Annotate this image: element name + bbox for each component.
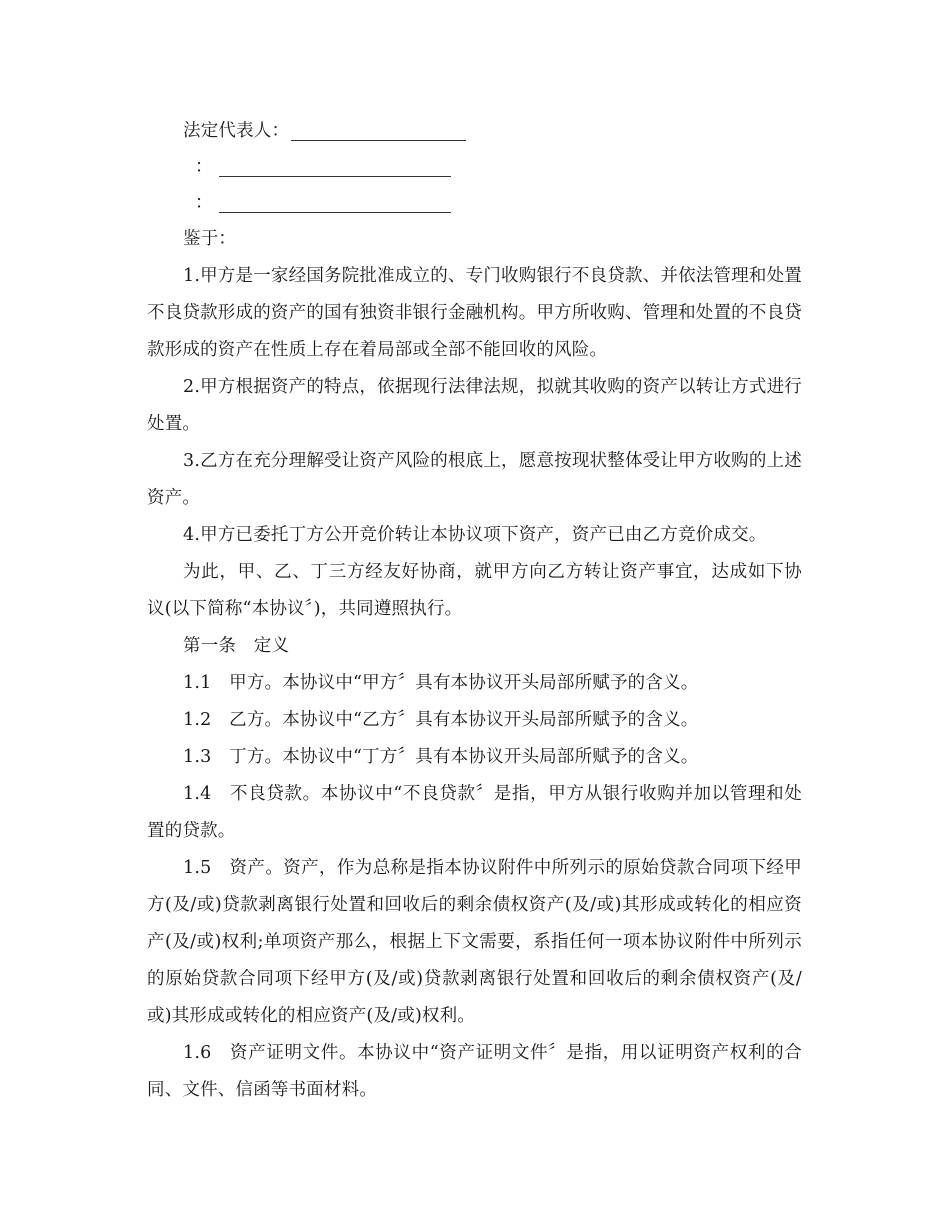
legal-representative-row xyxy=(147,113,802,149)
legal-representative-label: 法定代表人： xyxy=(183,121,290,141)
field-row-3 xyxy=(147,185,802,221)
document-body xyxy=(147,113,802,1109)
field-3-label: ： xyxy=(195,193,213,213)
definition-1-4: 1.4 不良贷款。本协议中“不良贷款〞是指，甲方从银行收购并加以管理和处置的贷款。 xyxy=(147,784,802,841)
field-3-blank[interactable] xyxy=(219,194,451,213)
whereas-conclusion: 为此，甲、乙、丁三方经友好协商，就甲方向乙方转让资产事宜，达成如下协议(以下简称“本协议〞)，共同遵照执行。 xyxy=(147,562,802,619)
definition-1-3: 1.3 丁方。本协议中“丁方〞具有本协议开头局部所赋予的含义。 xyxy=(183,747,699,767)
definition-1-1: 1.1 甲方。本协议中“甲方〞具有本协议开头局部所赋予的含义。 xyxy=(183,673,699,693)
field-2-blank[interactable] xyxy=(219,158,451,177)
article-1-heading: 第一条 定义 xyxy=(183,636,290,656)
whereas-item-3: 3.乙方在充分理解受让资产风险的根底上，愿意按现状整体受让甲方收购的上述资产。 xyxy=(147,451,802,508)
whereas-item-2: 2.甲方根据资产的特点，依据现行法律法规，拟就其收购的资产以转让方式进行处置。 xyxy=(147,377,802,434)
whereas-item-1: 1.甲方是一家经国务院批准成立的、专门收购银行不良贷款、并依法管理和处置不良贷款形成的资产的国有独资非银行金融机构。甲方所收购、管理和处置的不良贷款形成的资产在性质上存在着局部或全部不能回收的风险。 xyxy=(147,266,802,360)
definition-1-2: 1.2 乙方。本协议中“乙方〞具有本协议开头局部所赋予的含义。 xyxy=(183,710,699,730)
field-row-2 xyxy=(147,149,802,185)
definition-1-6: 1.6 资产证明文件。本协议中“资产证明文件〞是指，用以证明资产权利的合同、文件、信函等书面材料。 xyxy=(147,1043,802,1100)
whereas-heading: 鉴于： xyxy=(183,229,237,249)
legal-representative-blank[interactable] xyxy=(291,122,466,141)
definition-1-5: 1.5 资产。资产，作为总称是指本协议附件中所列示的原始贷款合同项下经甲方(及/或)贷款剥离银行处置和回收后的剩余债权资产(及/或)其形成或转化的相应资产(及/或)权利;单项资产那么，根据上下文需要，系指任何一项本协议附件中所列示的原始贷款合同项下经甲方(及/或)贷款剥离银行处置和回收后的剩余债权资产(及/或)其形成或转化的相应资产(及/或)权利。 xyxy=(147,858,802,1026)
field-2-label: ： xyxy=(195,157,213,177)
whereas-item-4: 4.甲方已委托丁方公开竞价转让本协议项下资产，资产已由乙方竞价成交。 xyxy=(183,525,767,545)
